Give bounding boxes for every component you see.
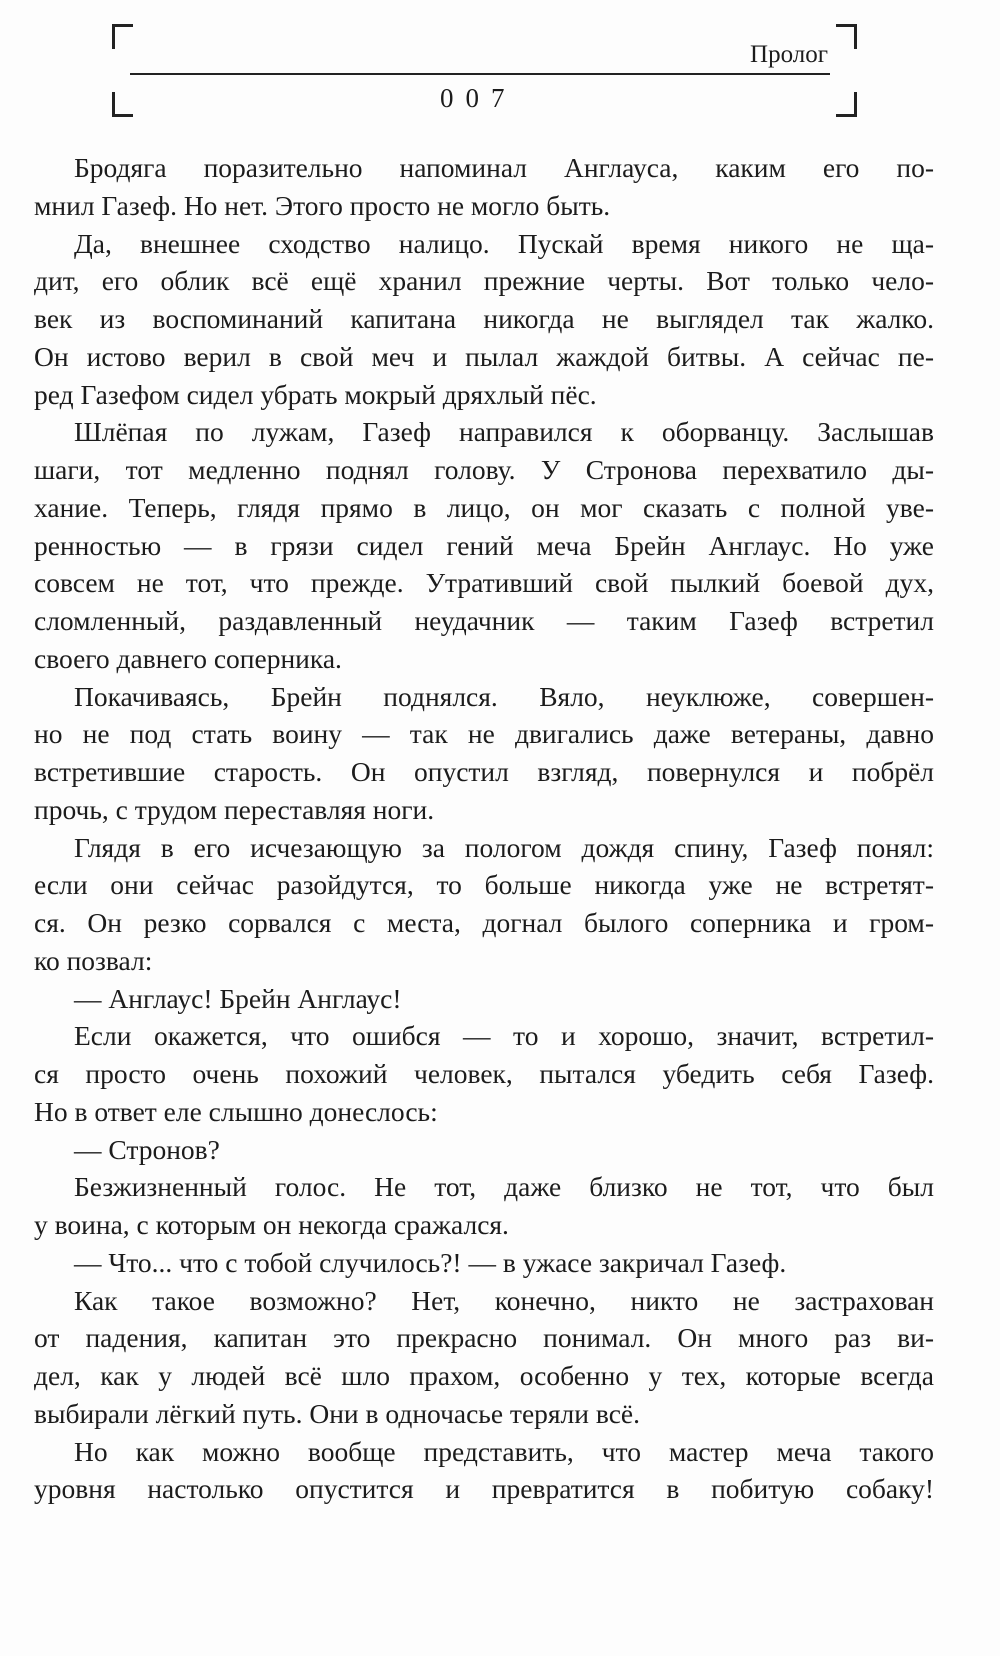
text-line: дит, его облик всё ещё хранил прежние черты. Вот только чело- <box>34 265 934 297</box>
text-line: шаги, тот медленно поднял голову. У Стронова перехватило ды- <box>34 454 934 485</box>
text-line: от падения, капитан это прекрасно понимал. Он много раз ви- <box>34 1322 934 1354</box>
header-rule <box>130 73 830 75</box>
text-line: Как такое возможно? Нет, конечно, никто не застрахован <box>74 1284 934 1316</box>
text-line: ренностью — в грязи сидел гений меча Брейн Англаус. Но уже <box>34 529 934 561</box>
text-line: ся просто очень похожий человек, пытался убедить себя Газеф. <box>34 1058 934 1089</box>
text-line: если они сейчас разойдутся, то больше никогда уже не встретят- <box>34 869 934 901</box>
header-corner-bottom-left <box>112 92 133 117</box>
text-line: сломленный, раздавленный неудачник — таким Газеф встретил <box>34 605 934 636</box>
text-line: хание. Теперь, глядя прямо в лицо, он мог сказать с полной уве- <box>34 491 934 523</box>
text-line: Глядя в его исчезающую за пологом дождя спину, Газеф понял: <box>74 831 934 863</box>
text-line: дел, как у людей всё шло прахом, особенно у тех, которые всегда <box>34 1360 934 1391</box>
text-line: Шлёпая по лужам, Газеф направился к оборванцу. Заслышав <box>74 416 934 448</box>
text-line: Если окажется, что ошибся — то и хорошо, значит, встретил- <box>74 1020 934 1052</box>
header-corner-top-left <box>112 24 133 49</box>
text-line: Бродяга поразительно напоминал Англауса, каким его по- <box>74 152 934 183</box>
text-line: уровня настолько опустится и превратится в побитую собаку! <box>34 1473 934 1505</box>
text-line: своего давнего соперника. <box>34 642 342 674</box>
text-line: встретившие старость. Он опустил взгляд, повернулся и побрёл <box>34 756 934 787</box>
text-line: Но как можно вообще представить, что мастер меча такого <box>74 1435 934 1467</box>
text-line: выбирали лёгкий путь. Они в одночасье теряли всё. <box>34 1397 640 1429</box>
text-line: век из воспоминаний капитана никогда не выглядел так жалко. <box>34 303 934 334</box>
text-line: — Что... что с тобой случилось?! — в ужасе закричал Газеф. <box>74 1246 787 1278</box>
header-corner-top-right <box>836 24 857 49</box>
text-line: совсем не тот, что прежде. Утративший свой пылкий боевой дух, <box>34 567 934 599</box>
text-line: но не под стать воину — так не двигались даже ветераны, давно <box>34 718 934 750</box>
text-line: у воина, с которым он некогда сражался. <box>34 1209 509 1240</box>
text-line: ся. Он резко сорвался с места, догнал былого соперника и гром- <box>34 907 934 938</box>
text-line: прочь, с трудом переставляя ноги. <box>34 793 435 825</box>
text-line: ко позвал: <box>34 944 153 976</box>
text-line: мнил Газеф. Но нет. Этого просто не могло быть. <box>34 189 611 221</box>
body-text <box>34 149 934 1508</box>
text-line: Он истово верил в свой меч и пылал жаждой битвы. А сейчас пе- <box>34 340 934 372</box>
text-line: Безжизненный голос. Не тот, даже близко не тот, что был <box>74 1171 934 1203</box>
text-line: Но в ответ еле слышно донеслось: <box>34 1095 438 1127</box>
header-corner-bottom-right <box>836 92 857 117</box>
page-number: 007 <box>440 83 517 113</box>
text-line: Покачиваясь, Брейн поднялся. Вяло, неуклюже, совершен- <box>74 680 934 712</box>
text-line: ред Газефом сидел убрать мокрый дряхлый пёс. <box>34 378 597 410</box>
text-line: — Стронов? <box>74 1133 220 1165</box>
text-line: Да, внешнее сходство налицо. Пускай время никого не ща- <box>74 227 934 259</box>
text-line: — Англаус! Брейн Англаус! <box>74 982 402 1014</box>
running-header-chapter-title: Пролог <box>750 41 828 68</box>
